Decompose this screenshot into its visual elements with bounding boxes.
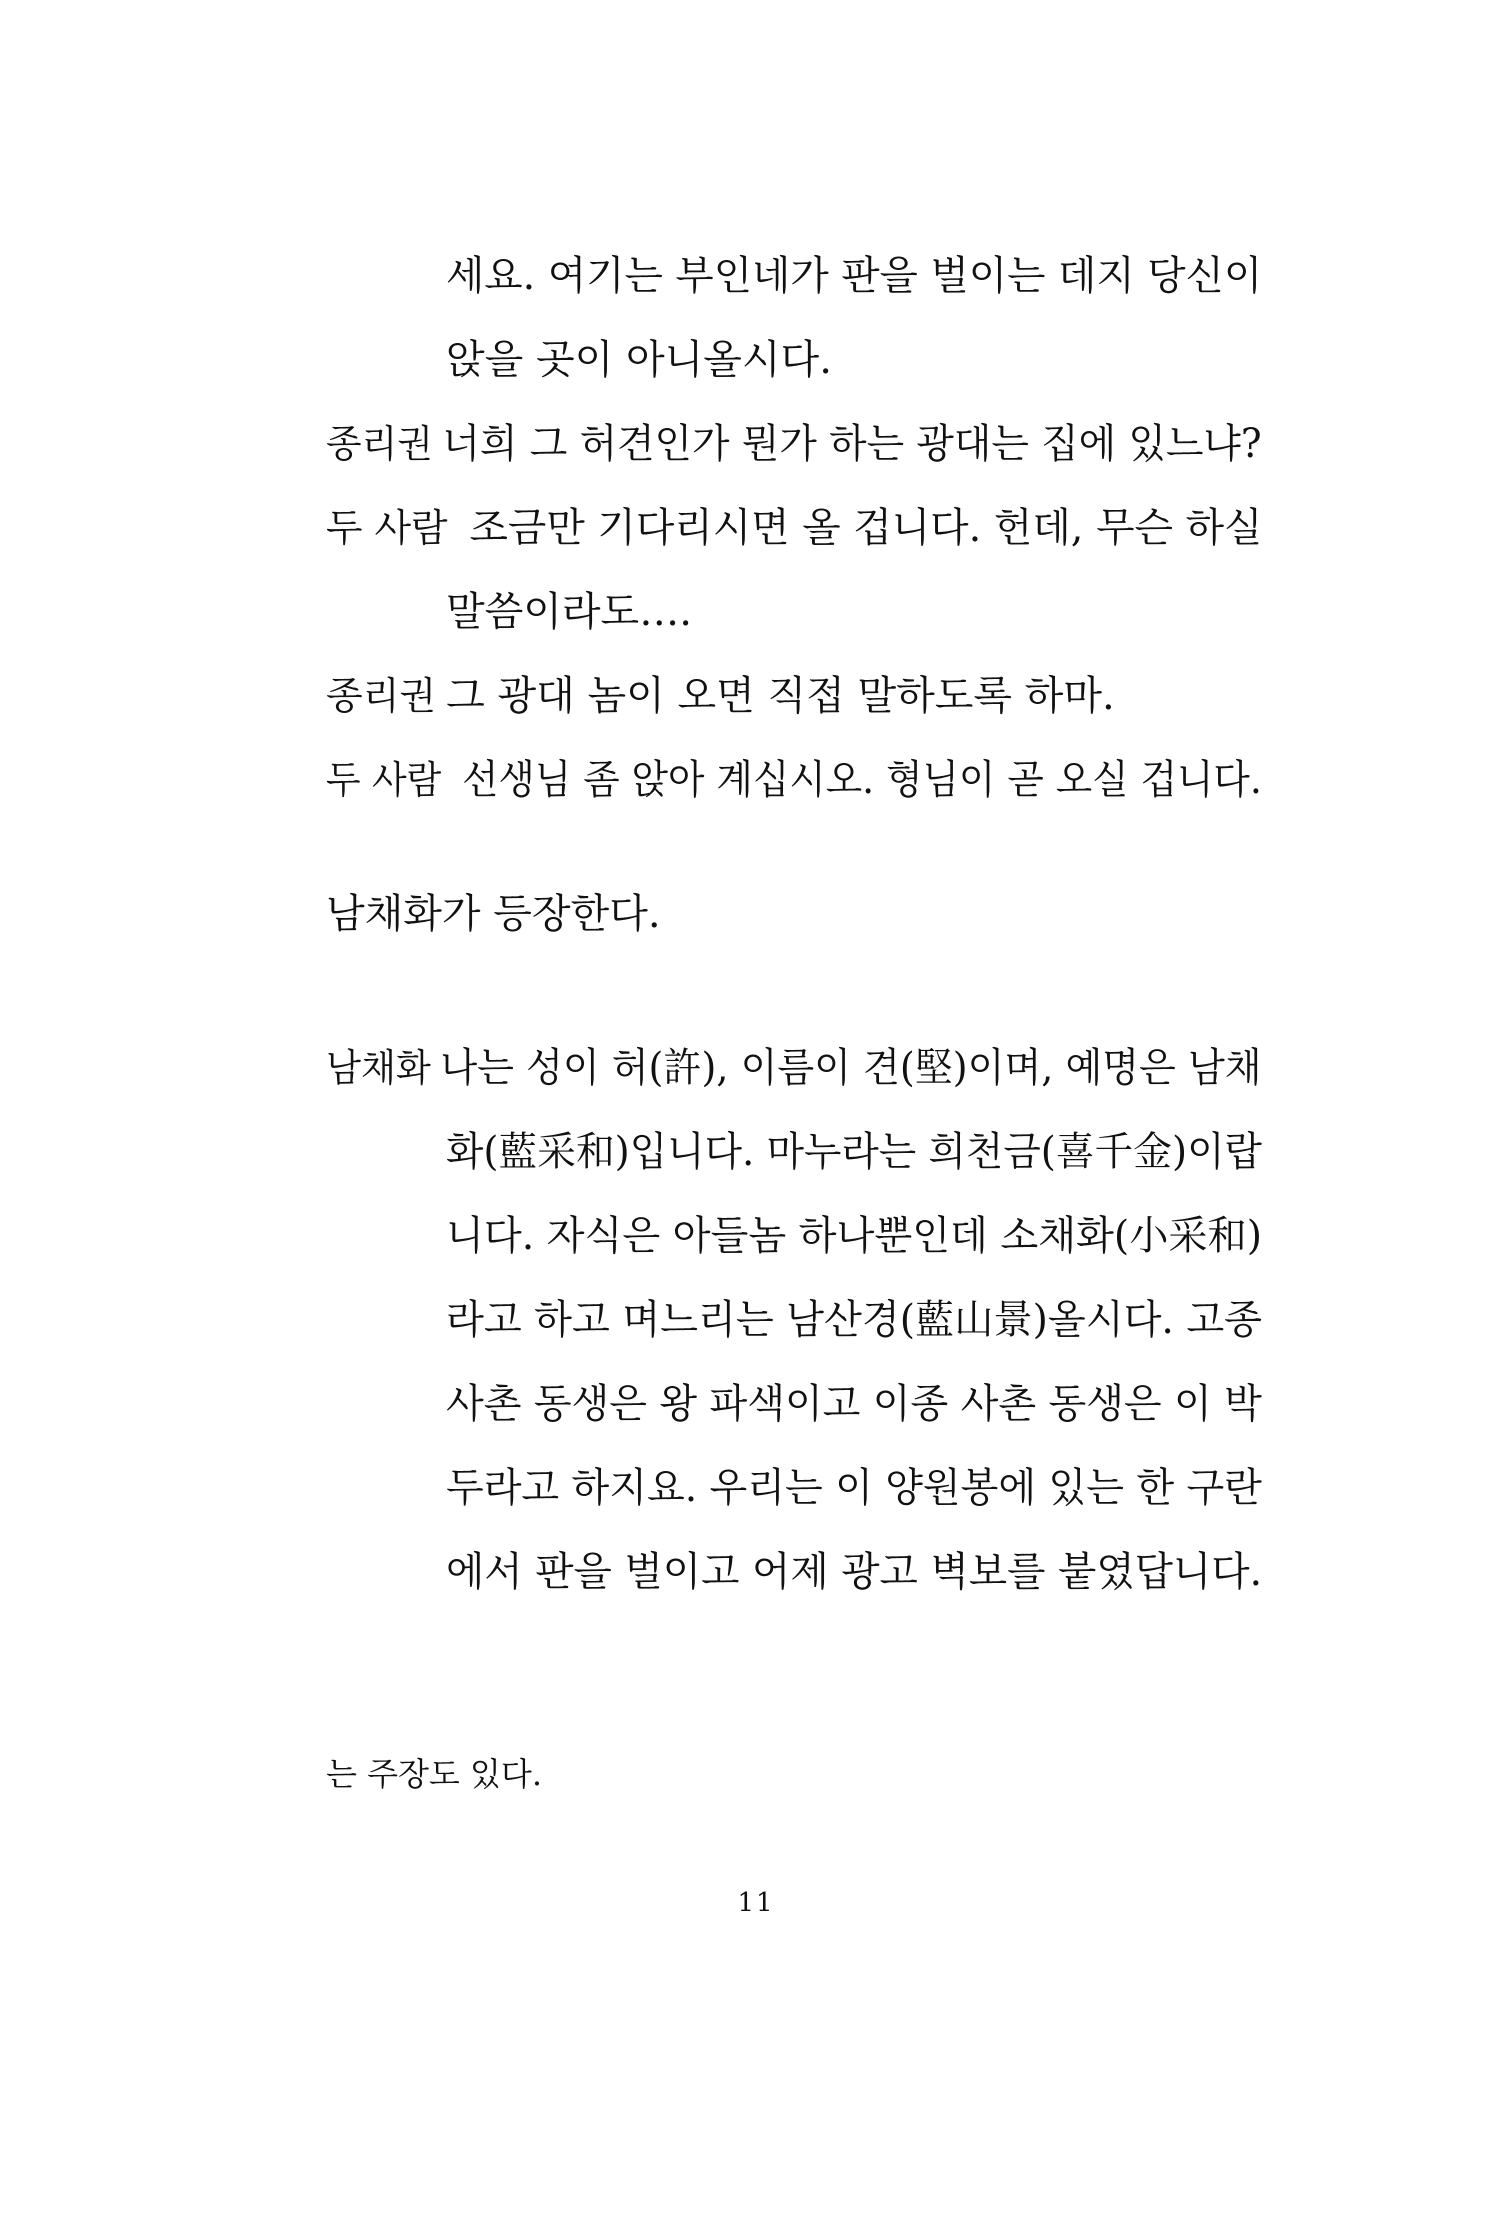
- speaker-name: 종리권: [326, 422, 433, 466]
- dialogue-line: [446, 1544, 1262, 1600]
- dialogue-text: 선생님 좀 앉아 계십시오. 형님이 곧 오실 겁니다.: [461, 757, 1262, 803]
- speaker-name: 두 사람: [326, 506, 448, 550]
- dialogue-text: 에서 판을 벌이고 어제 광고 벽보를 붙였답니다.: [446, 1549, 1263, 1595]
- dialogue-text: 조금만 기다리시면 올 겁니다. 헌데, 무슨 하실: [469, 505, 1263, 551]
- speaker-name: 남채화: [326, 1046, 431, 1090]
- dialogue-line: [446, 332, 832, 388]
- dialogue-line: [446, 1460, 1262, 1516]
- dialogue-line: [326, 752, 1262, 808]
- dialogue-text: 화(藍采和)입니다. 마누라는 희천금(喜千金)이랍: [446, 1129, 1262, 1175]
- dialogue-line: [446, 584, 692, 640]
- dialogue-line: [326, 500, 1262, 556]
- dialogue-line: [446, 248, 1262, 304]
- footnote: 는 주장도 있다.: [326, 1755, 542, 1793]
- stage-direction-text: 남채화가 등장한다.: [326, 891, 661, 937]
- dialogue-text: 세요. 여기는 부인네가 판을 벌이는 데지 당신이: [446, 253, 1263, 299]
- dialogue-line: [326, 1040, 1262, 1096]
- dialogue-line: [446, 1376, 1262, 1432]
- dialogue-line: [446, 1124, 1262, 1180]
- dialogue-text: 너희 그 허견인가 뭔가 하는 광대는 집에 있느냐?: [442, 421, 1262, 467]
- page-number: 11: [737, 1888, 775, 1918]
- dialogue-text: 말씀이라도….: [446, 589, 692, 635]
- dialogue-line: [326, 668, 1115, 724]
- dialogue-text: 두라고 하지요. 우리는 이 양원봉에 있는 한 구란: [446, 1465, 1262, 1511]
- dialogue-text: 그 광대 놈이 오면 직접 말하도록 하마.: [446, 673, 1115, 719]
- speaker-name: 종리권: [326, 674, 437, 718]
- dialogue-line: [326, 416, 1262, 472]
- dialogue-text: 사촌 동생은 왕 파색이고 이종 사촌 동생은 이 박: [446, 1381, 1262, 1427]
- dialogue-text: 니다. 자식은 아들놈 하나뿐인데 소채화(小采和): [446, 1213, 1263, 1259]
- dialogue-line: [446, 1292, 1262, 1348]
- dialogue-text: 앉을 곳이 아니올시다.: [446, 337, 832, 383]
- dialogue-line: [446, 1208, 1262, 1264]
- stage-direction: [326, 886, 661, 942]
- speaker-name: 두 사람: [326, 758, 442, 802]
- dialogue-text: 나는 성이 허(許), 이름이 견(堅)이며, 예명은 남채: [440, 1045, 1262, 1091]
- dialogue-text: 라고 하고 며느리는 남산경(藍山景)올시다. 고종: [446, 1297, 1263, 1343]
